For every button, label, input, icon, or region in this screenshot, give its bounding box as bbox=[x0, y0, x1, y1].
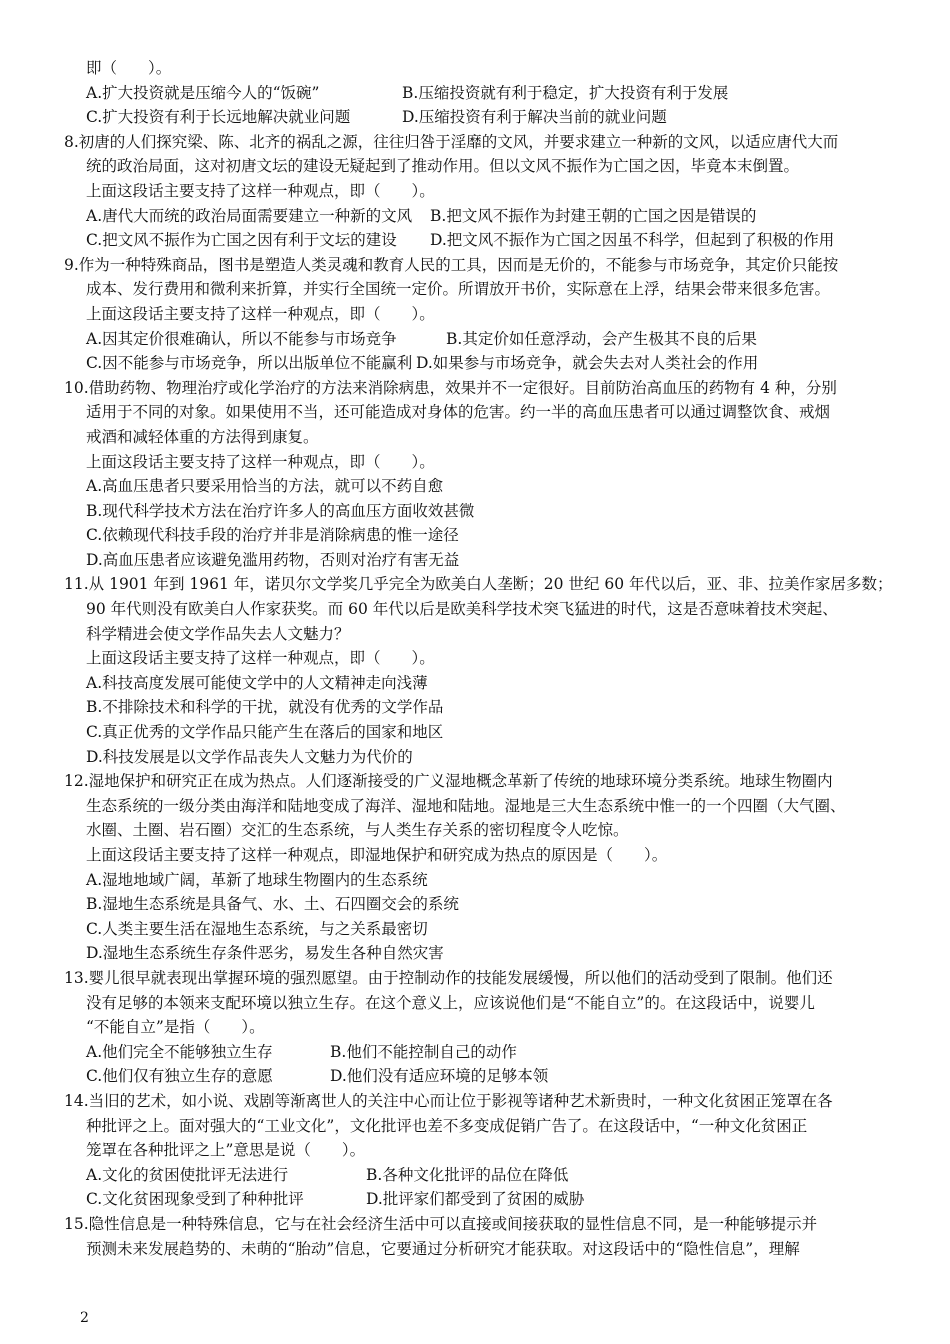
question-14-line-3: 笼罩在各种批评之上”意思是说（ ）。 bbox=[86, 1141, 366, 1160]
question-12-line-1 bbox=[64, 769, 894, 794]
question-text: 婴儿很早就表现出掌握环境的强烈愿望。由于控制动作的技能发展缓慢，所以他们的活动受到了限制。他们还 bbox=[88, 968, 833, 987]
question-number: 14. bbox=[64, 1091, 89, 1110]
option-b: B.不排除技术和科学的干扰，就没有优秀的文学作品 bbox=[86, 698, 444, 717]
question-number: 10. bbox=[64, 378, 89, 397]
continuation-stem: 即（ ）。 bbox=[86, 59, 172, 77]
option-row bbox=[64, 327, 894, 352]
option-row bbox=[64, 1040, 894, 1065]
question-text: 从 1901 年到 1961 年，诺贝尔文学奖几乎完全为欧美白人垄断；20 世纪 60 年代以后，亚、非、拉美作家居多数； bbox=[88, 575, 893, 594]
question-number: 13. bbox=[64, 968, 89, 987]
option-c: C.扩大投资有利于长远地解决就业问题 bbox=[86, 108, 351, 127]
question-10-line-2: 适用于不同的对象。如果使用不当，还可能造成对身体的危害。约一半的高血压患者可以通过调整饮食、戒烟 bbox=[86, 403, 831, 422]
question-number: 12. bbox=[64, 772, 89, 791]
question-11-line-3: 科学精进会使文学作品失去人文魅力？ bbox=[86, 624, 350, 643]
option-b: B.其定价如任意浮动，会产生极其不良的后果 bbox=[446, 329, 757, 348]
option-a: A.高血压患者只要采用恰当的方法，就可以不药自愈 bbox=[86, 477, 444, 496]
question-13-line-1 bbox=[64, 966, 894, 991]
option-d: D.高血压患者应该避免滥用药物，否则对治疗有害无益 bbox=[86, 550, 460, 569]
question-text: 隐性信息是一种特殊信息，它与在社会经济生活中可以直接或间接获取的显性信息不同，是一种能够提示并 bbox=[88, 1214, 818, 1233]
option-row bbox=[64, 351, 894, 376]
question-14-line-1 bbox=[64, 1089, 894, 1114]
option-c: C.因不能参与市场竞争，所以出版单位不能赢利 bbox=[86, 354, 413, 373]
option-d: D.把文风不振作为亡国之因虽不科学，但起到了积极的作用 bbox=[430, 231, 835, 250]
option-d: D.他们没有适应环境的足够本领 bbox=[330, 1067, 549, 1086]
option-a: A.科技高度发展可能使文学中的人文精神走向浅薄 bbox=[86, 673, 428, 692]
question-number: 9. bbox=[64, 255, 79, 274]
question-8-line-3: 上面这段话主要支持了这样一种观点，即（ ）。 bbox=[86, 181, 435, 200]
option-d: D.湿地生态系统生存条件恶劣，易发生各种自然灾害 bbox=[86, 944, 444, 963]
question-9-line-2: 成本、发行费用和微利来折算，并实行全国统一定价。所谓放开书价，实际意在上浮，结果会带来很多危害。 bbox=[86, 280, 831, 299]
question-8-line-2: 统的政治局面，这对初唐文坛的建设无疑起到了推动作用。但以文风不振作为亡国之因，毕竟本末倒置。 bbox=[86, 157, 800, 176]
option-b: B.各种文化批评的品位在降低 bbox=[366, 1165, 569, 1184]
question-8-line-1 bbox=[64, 130, 894, 155]
question-10-line-3: 戒酒和减轻体重的方法得到康复。 bbox=[86, 427, 319, 446]
question-11-line-4: 上面这段话主要支持了这样一种观点，即（ ）。 bbox=[86, 649, 435, 668]
question-12-line-3: 水圈、土圈、岩石圈）交汇的生态系统，与人类生存关系的密切程度令人吃惊。 bbox=[86, 821, 629, 840]
option-a: A.因其定价很难确认，所以不能参与市场竞争 bbox=[86, 329, 397, 348]
option-b: B.他们不能控制自己的动作 bbox=[330, 1042, 517, 1061]
question-text: 借助药物、物理治疗或化学治疗的方法来消除病患，效果并不一定很好。目前防治高血压的药物有 4 种，分别 bbox=[88, 378, 837, 397]
option-c: C.把文风不振作为亡国之因有利于文坛的建设 bbox=[86, 231, 397, 250]
question-13-line-3: “不能自立”是指（ ）。 bbox=[86, 1018, 265, 1037]
option-row bbox=[64, 1064, 894, 1089]
question-10-line-4: 上面这段话主要支持了这样一种观点，即（ ）。 bbox=[86, 452, 435, 471]
question-10-line-1 bbox=[64, 376, 894, 401]
option-a: A.湿地地域广阔，革新了地球生物圈内的生态系统 bbox=[86, 870, 428, 889]
option-d: D.压缩投资有利于解决当前的就业问题 bbox=[402, 108, 667, 127]
option-row bbox=[64, 1187, 894, 1212]
page-number: 2 bbox=[80, 1310, 89, 1326]
option-a: A.扩大投资就是压缩今人的“饭碗” bbox=[86, 83, 320, 102]
question-13-line-2: 没有足够的本领来支配环境以独立生存。在这个意义上，应该说他们是“不能自立”的。在这段话中，说婴儿 bbox=[86, 993, 815, 1012]
option-c: C.他们仅有独立生存的意愿 bbox=[86, 1067, 273, 1086]
option-c: C.真正优秀的文学作品只能产生在落后的国家和地区 bbox=[86, 723, 444, 742]
question-14-line-2: 种批评之上。面对强大的“工业文化”，文化批评也差不多变成促销广告了。在这段话中，“一种文化贫困正 bbox=[86, 1116, 808, 1135]
question-text: 湿地保护和研究正在成为热点。人们逐渐接受的广义湿地概念革新了传统的地球环境分类系统。地球生物圈内 bbox=[88, 772, 833, 791]
option-c: C.文化贫困现象受到了种种批评 bbox=[86, 1190, 304, 1209]
option-c: C.依赖现代科技手段的治疗并非是消除病患的惟一途径 bbox=[86, 526, 459, 545]
option-row bbox=[64, 81, 894, 106]
option-row bbox=[64, 1163, 894, 1188]
question-11-line-2: 90 年代则没有欧美白人作家获奖。而 60 年代以后是欧美科学技术突飞猛进的时代，这是否意味着技术突起、 bbox=[86, 600, 838, 619]
option-a: A.文化的贫困使批评无法进行 bbox=[86, 1165, 289, 1184]
page-content bbox=[64, 56, 894, 1261]
option-b: B.压缩投资就有利于稳定，扩大投资有利于发展 bbox=[402, 83, 729, 102]
question-number: 15. bbox=[64, 1214, 89, 1233]
question-text: 初唐的人们探究梁、陈、北齐的祸乱之源，往往归咎于淫靡的文风，并要求建立一种新的文风，以适应唐代大而 bbox=[78, 132, 839, 151]
option-row bbox=[64, 204, 894, 229]
question-number: 11. bbox=[64, 575, 89, 594]
option-a: A.他们完全不能够独立生存 bbox=[86, 1042, 273, 1061]
option-d: D.如果参与市场竞争，就会失去对人类社会的作用 bbox=[416, 354, 759, 373]
question-15-line-2: 预测未来发展趋势的、未萌的“胎动”信息，它要通过分析研究才能获取。对这段话中的“隐性信息”，理解 bbox=[86, 1239, 800, 1258]
option-row bbox=[64, 228, 894, 253]
question-9-line-3: 上面这段话主要支持了这样一种观点，即（ ）。 bbox=[86, 304, 435, 323]
option-b: B.把文风不振作为封建王朝的亡国之因是错误的 bbox=[430, 206, 757, 225]
question-9-line-1 bbox=[64, 253, 894, 278]
question-number: 8. bbox=[64, 132, 79, 151]
option-b: B.湿地生态系统是具备气、水、土、石四圈交会的系统 bbox=[86, 895, 459, 914]
question-15-line-1 bbox=[64, 1212, 894, 1237]
question-text: 作为一种特殊商品，图书是塑造人类灵魂和教育人民的工具，因而是无价的，不能参与市场竞争，其定价只能按 bbox=[78, 255, 839, 274]
question-text: 当旧的艺术，如小说、戏剧等渐离世人的关注中心而让位于影视等诸种艺术新贵时，一种文化贫困正笼罩在各 bbox=[88, 1091, 833, 1110]
option-a: A.唐代大而统的政治局面需要建立一种新的文风 bbox=[86, 206, 413, 225]
option-c: C.人类主要生活在湿地生态系统，与之关系最密切 bbox=[86, 919, 428, 938]
question-12-line-4: 上面这段话主要支持了这样一种观点，即湿地保护和研究成为热点的原因是（ ）。 bbox=[86, 846, 668, 864]
option-b: B.现代科学技术方法在治疗许多人的高血压方面收效甚微 bbox=[86, 501, 475, 520]
question-12-line-2: 生态系统的一级分类由海洋和陆地变成了海洋、湿地和陆地。湿地是三大生态系统中惟一的一个四圈（大气圈、 bbox=[86, 796, 846, 815]
option-row bbox=[64, 105, 894, 130]
option-d: D.批评家们都受到了贫困的威胁 bbox=[366, 1190, 585, 1209]
option-d: D.科技发展是以文学作品丧失人文魅力为代价的 bbox=[86, 747, 413, 766]
question-11-line-1 bbox=[64, 572, 894, 597]
